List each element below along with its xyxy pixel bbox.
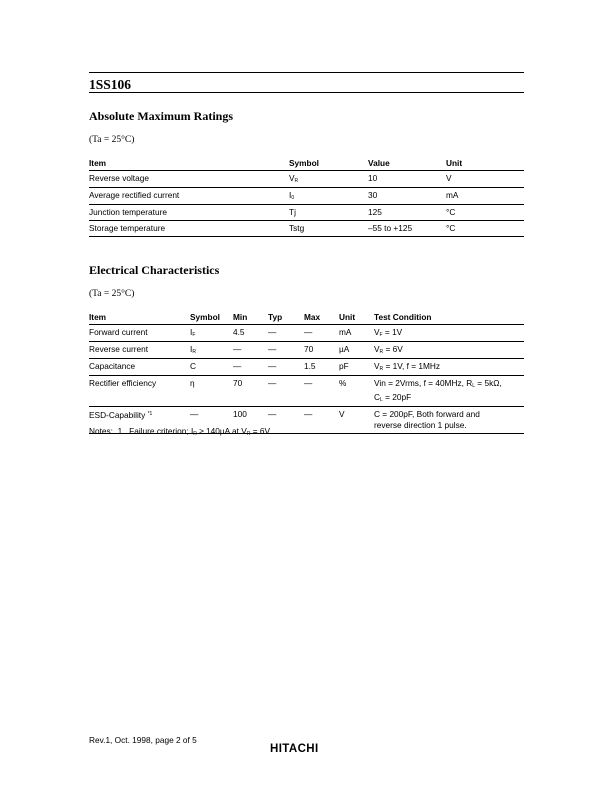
amr-section-title: Absolute Maximum Ratings [89,109,234,123]
amr-cell-value: 30 [368,190,378,200]
amr-cell-value: 125 [368,207,382,217]
ec-cell-test-condition: Vin = 2Vrms, f = 40MHz, $R_L = 5k\Omega$, $C_L = 20pF$ [374,378,502,403]
notes-number: 1. [117,426,125,436]
amr-header-row [89,155,524,171]
ec-cell-item: Reverse current [89,344,149,354]
notes-prefix: Notes: [89,426,113,436]
ec-cell-max: — [304,378,313,388]
table-row [89,342,524,359]
ec-cell-typ: — [268,378,277,388]
ec-col-unit: Unit [339,311,356,322]
table-row [89,325,524,342]
hitachi-logo: HITACHI [270,743,319,755]
ec-cell-symbol: $I_F$ [190,327,196,338]
ec-cell-typ: — [268,344,277,354]
amr-cell-symbol: Tj [289,207,296,217]
amr-cell-item: Storage temperature [89,223,166,233]
amr-cell-value: 10 [368,173,378,183]
table-row [89,171,524,188]
header-top-rule [89,72,524,73]
ec-cell-symbol: C [190,361,196,371]
ec-cell-item: ESD-Capability $^{*1}$ [89,410,153,420]
ec-table [89,309,524,434]
ec-cell-typ: — [268,409,277,419]
amr-col-unit: Unit [446,157,463,168]
ec-cell-symbol: $I_R$ [190,344,196,355]
ec-cell-max: 70 [304,344,314,354]
ec-cell-min: — [233,344,242,354]
ec-header-row [89,309,524,325]
table-row [89,188,524,205]
amr-cell-unit: mA [446,190,459,200]
amr-col-symbol: Symbol [289,157,319,168]
amr-cell-symbol: $V_R$ [289,173,299,184]
table-row [89,359,524,376]
footnote-marker: *1 [147,411,153,417]
ec-col-max: Max [304,311,321,322]
ec-cell-min: 70 [233,378,243,388]
amr-cell-item: Reverse voltage [89,173,149,183]
ec-cell-test-condition: C = 200pF, Both forward and reverse direction 1 pulse. [374,409,480,430]
ec-cell-item: Capacitance [89,361,136,371]
amr-cell-value: –55 to +125 [368,223,413,233]
amr-cell-item: Average rectified current [89,190,180,200]
part-number-title: 1SS106 [89,77,132,92]
amr-cell-symbol: Tstg [289,223,305,233]
ec-cell-min: 4.5 [233,327,245,337]
ec-cell-max: — [304,409,313,419]
ec-cell-symbol: η [190,378,195,388]
amr-cell-item: Junction temperature [89,207,167,217]
ec-cell-test-condition: $V_R = 1V$, f = 1MHz [374,361,441,372]
amr-cell-unit: °C [446,223,456,233]
amr-col-item: Item [89,157,107,168]
ec-col-item: Item [89,311,107,322]
amr-condition: (Ta = 25°C) [89,135,135,145]
ec-section-title: Electrical Characteristics [89,263,220,277]
ec-cell-item: Forward current [89,327,148,337]
ec-cell-unit: µA [339,344,350,354]
ec-cell-min: 100 [233,409,247,419]
amr-table [89,155,524,237]
header-bottom-rule [89,92,524,93]
amr-cell-unit: V [446,173,452,183]
amr-cell-unit: °C [446,207,456,217]
ec-col-symbol: Symbol [190,311,220,322]
ec-cell-min: — [233,361,242,371]
footer-revision: Rev.1, Oct. 1998, page 2 of 5 [89,735,197,745]
ec-cell-test-condition: $V_F = 1V$ [374,327,403,338]
ec-cell-test-condition: $V_R = 6V$ [374,344,403,355]
table-row [89,376,524,407]
ec-cell-symbol: — [190,409,199,419]
table-row [89,221,524,237]
table-row [89,205,524,221]
ec-cell-unit: mA [339,327,352,337]
notes: Notes: 1. Failure criterion; $I_R \ge 140\mu A$ at $V_R = 6V$ [89,426,271,437]
amr-col-value: Value [368,157,390,168]
ec-condition: (Ta = 25°C) [89,289,135,299]
ec-cell-max: 1.5 [304,361,316,371]
ec-col-min: Min [233,311,248,322]
ec-cell-unit: V [339,409,345,419]
amr-cell-symbol: $I_0$ [289,190,295,201]
ec-cell-unit: % [339,378,347,388]
ec-col-test-condition: Test Condition [374,311,432,322]
ec-cell-max: — [304,327,313,337]
ec-cell-typ: — [268,361,277,371]
ec-cell-unit: pF [339,361,349,371]
ec-col-typ: Typ [268,311,283,322]
ec-cell-typ: — [268,327,277,337]
ec-cell-item: Rectifier efficiency [89,378,157,388]
